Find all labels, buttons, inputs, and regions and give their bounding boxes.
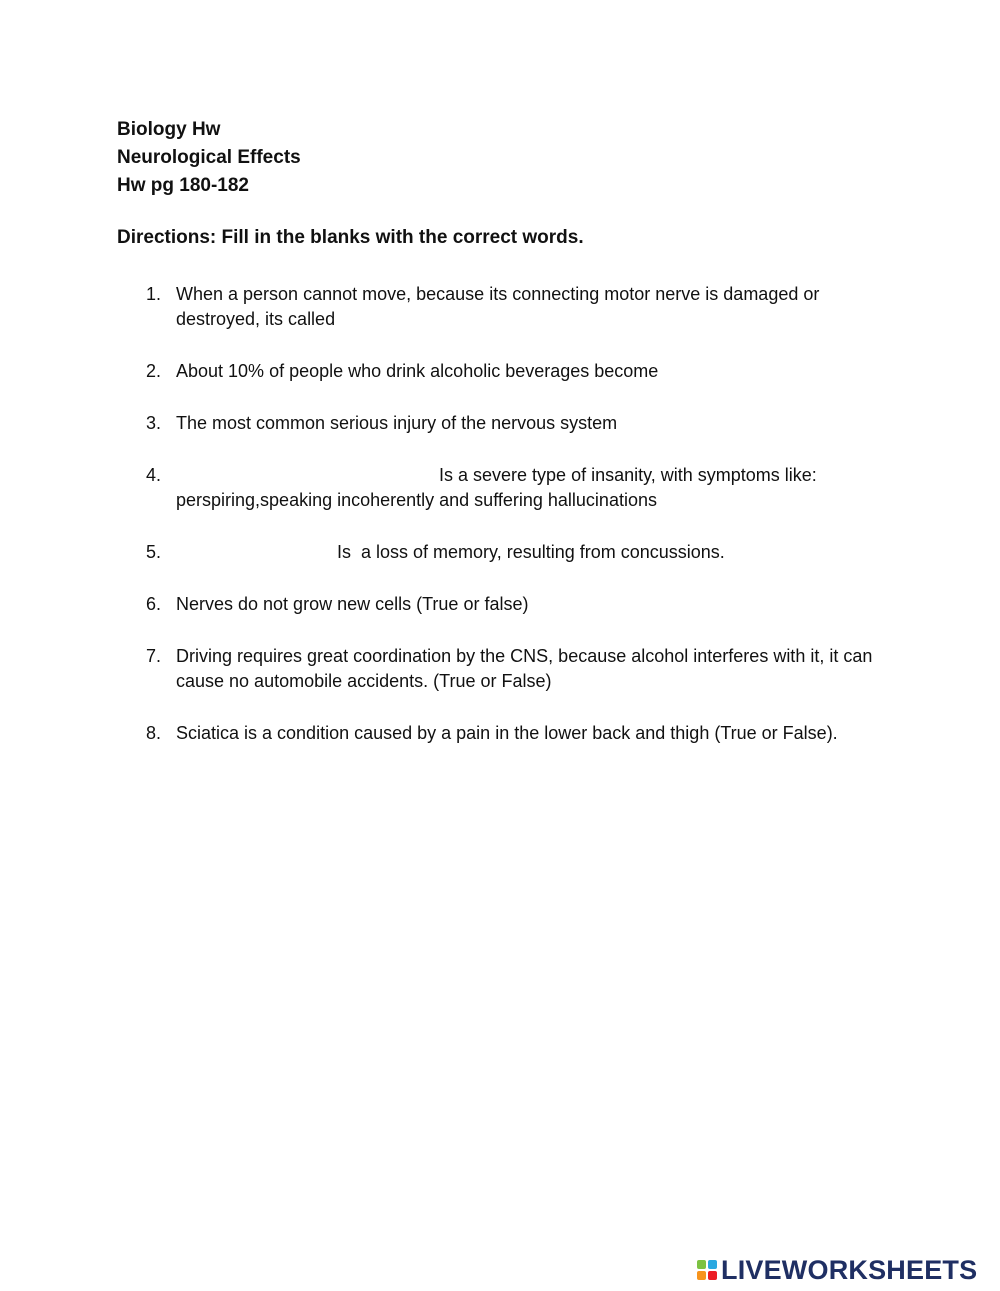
question-8 xyxy=(117,721,897,746)
logo-blocks-icon xyxy=(697,1260,717,1280)
question-6 xyxy=(117,592,897,617)
question-7 xyxy=(117,644,897,694)
question-number: 4. xyxy=(146,465,162,485)
question-4 xyxy=(117,463,897,513)
worksheet-header xyxy=(117,116,301,200)
question-number: 7. xyxy=(146,646,162,666)
question-list xyxy=(117,282,897,773)
question-text: Is a severe type of insanity, with symptoms like: perspiring,speaking incoherently and suffering hallucinations xyxy=(176,465,817,510)
directions-text: Directions: Fill in the blanks with the correct words. xyxy=(117,227,584,248)
question-number: 5. xyxy=(146,542,162,562)
question-number: 8. xyxy=(146,723,162,743)
header-topic: Neurological Effects xyxy=(117,147,301,168)
question-text: Driving requires great coordination by the CNS, because alcohol interferes with it, it can cause no automobile accidents. (True or False) xyxy=(176,646,873,691)
question-number: 1. xyxy=(146,284,162,304)
question-text: Sciatica is a condition caused by a pain in the lower back and thigh (True or False). xyxy=(176,723,838,743)
logo-text: LIVEWORKSHEETS xyxy=(721,1254,978,1285)
liveworksheets-logo[interactable] xyxy=(697,1255,977,1285)
header-subject: Biology Hw xyxy=(117,119,221,140)
logo-block-orange xyxy=(697,1271,706,1280)
question-1 xyxy=(117,282,897,332)
question-2 xyxy=(117,359,897,384)
question-text: When a person cannot move, because its connecting motor nerve is damaged or destroyed, its called xyxy=(176,284,820,329)
question-text: The most common serious injury of the nervous system xyxy=(176,413,618,433)
question-text: Is a loss of memory, resulting from concussions. xyxy=(337,542,725,562)
question-text: About 10% of people who drink alcoholic beverages become xyxy=(176,361,659,381)
logo-block-blue xyxy=(708,1260,717,1269)
logo-block-red xyxy=(708,1271,717,1280)
question-5 xyxy=(117,540,897,565)
logo-block-green xyxy=(697,1260,706,1269)
question-text: Nerves do not grow new cells (True or false) xyxy=(176,594,529,614)
question-3 xyxy=(117,411,897,436)
header-pages: Hw pg 180-182 xyxy=(117,175,249,196)
question-number: 6. xyxy=(146,594,162,614)
question-number: 3. xyxy=(146,413,162,433)
question-number: 2. xyxy=(146,361,162,381)
